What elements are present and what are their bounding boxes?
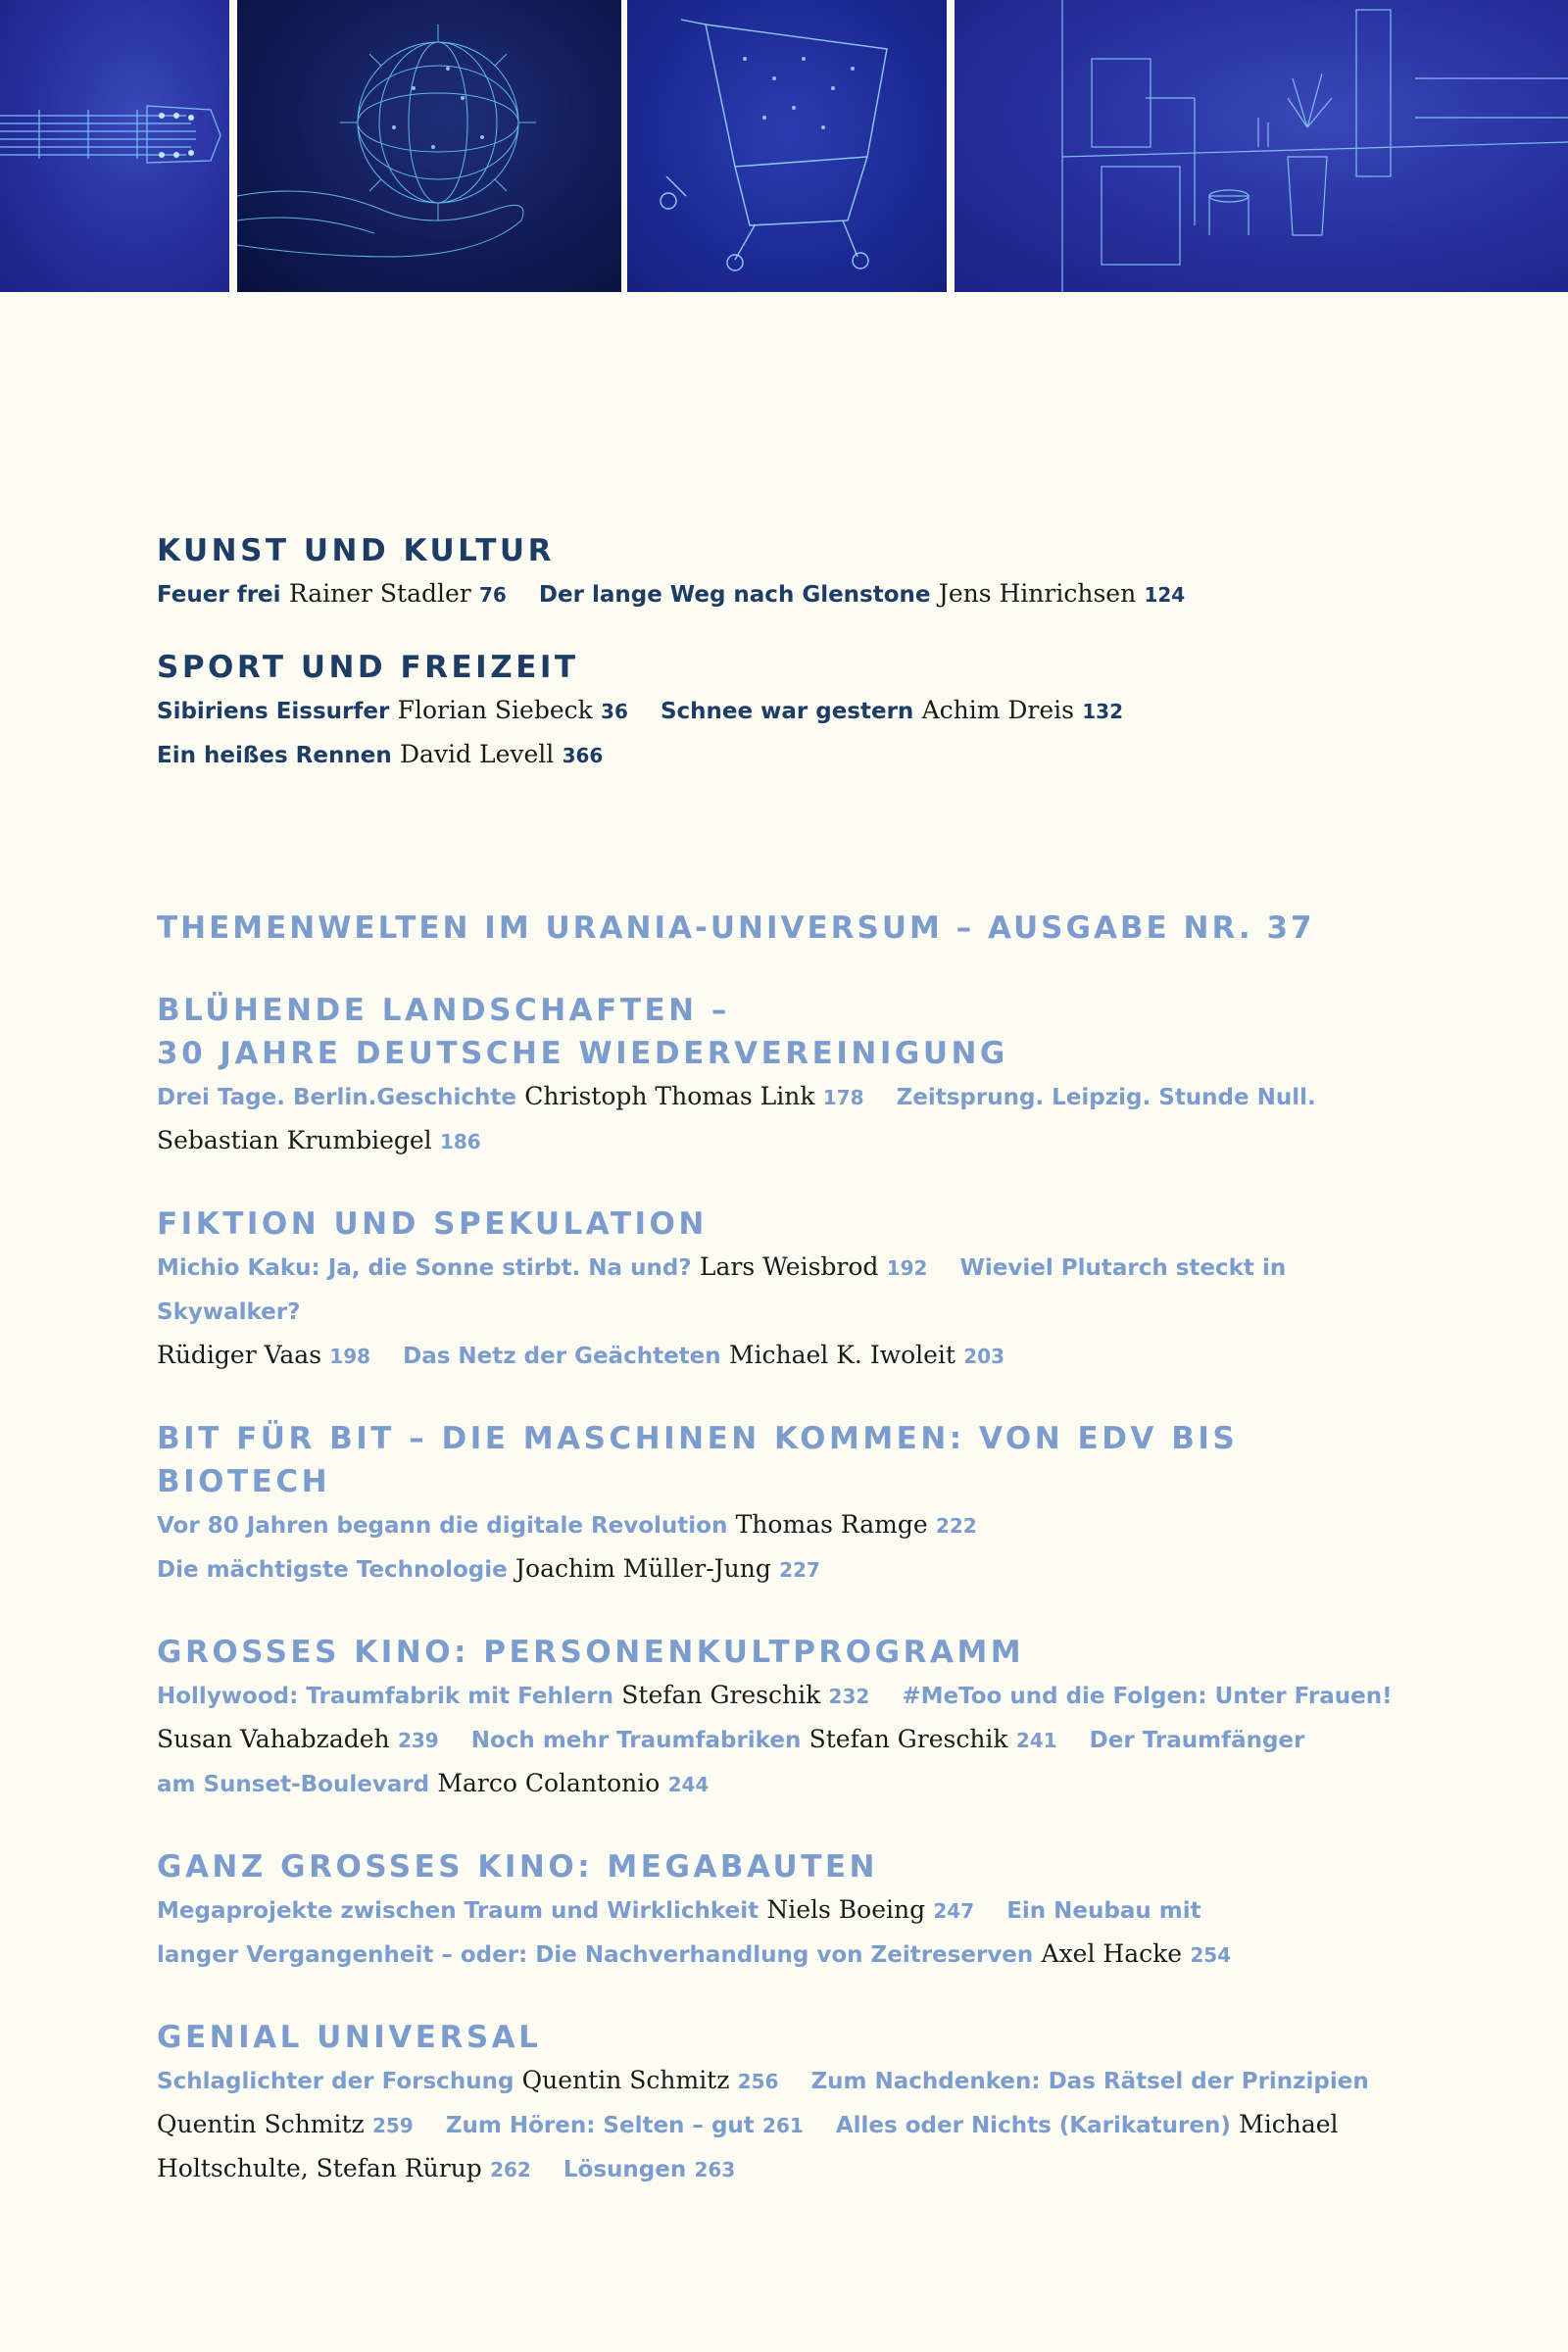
header-banner bbox=[0, 0, 1568, 292]
entry-author: Achim Dreis bbox=[921, 696, 1074, 724]
entry-title[interactable]: Wieviel Plutarch steckt in Skywalker? bbox=[157, 1255, 1287, 1325]
toc-line bbox=[157, 689, 1421, 733]
toc-line bbox=[157, 1762, 1421, 1806]
heading-line: 30 JAHRE DEUTSCHE WIEDERVEREINIGUNG bbox=[157, 1036, 1008, 1071]
entry-title[interactable]: Zeitsprung. Leipzig. Stunde Null. bbox=[896, 1085, 1316, 1110]
entry-author: Joachim Müller-Jung bbox=[515, 1554, 771, 1583]
section-heading: GENIAL UNIVERSAL bbox=[157, 2020, 542, 2055]
entry-author: Lars Weisbrod bbox=[699, 1252, 879, 1281]
entry-author: Michael bbox=[1239, 2110, 1339, 2138]
section-bit-fuer-bit bbox=[157, 1417, 1421, 1592]
entry-title[interactable]: Alles oder Nichts (Karikaturen) bbox=[835, 2113, 1231, 2138]
section-genial-universal bbox=[157, 2016, 1421, 2191]
toc-line bbox=[157, 1075, 1421, 1119]
toc-line bbox=[157, 1119, 1421, 1163]
entry-title[interactable]: Schnee war gestern bbox=[660, 699, 914, 724]
entry-author: Quentin Schmitz bbox=[521, 2066, 730, 2094]
entry-author: Quentin Schmitz bbox=[157, 2110, 365, 2138]
section-grosses-kino bbox=[157, 1631, 1421, 1806]
entry-page: 263 bbox=[694, 2158, 736, 2181]
entry-title[interactable]: am Sunset-Boulevard bbox=[157, 1772, 430, 1797]
toc-line bbox=[157, 1503, 1421, 1547]
table-of-contents bbox=[157, 529, 1421, 2191]
room-interior-illustration bbox=[955, 0, 1568, 292]
toc-line bbox=[157, 2147, 1421, 2191]
entry-author: Rüdiger Vaas bbox=[157, 1341, 322, 1369]
entry-title[interactable]: Noch mehr Traumfabriken bbox=[470, 1728, 802, 1753]
entry-title[interactable]: Das Netz der Geächteten bbox=[403, 1344, 721, 1369]
section-heading: GROSSES KINO: PERSONENKULTPROGRAMM bbox=[157, 1635, 1025, 1670]
section-heading: KUNST UND KULTUR bbox=[157, 533, 555, 568]
entry-page: 254 bbox=[1190, 1943, 1232, 1967]
toc-line bbox=[157, 1888, 1421, 1933]
toc-line bbox=[157, 1674, 1421, 1718]
entry-author: Christoph Thomas Link bbox=[524, 1082, 815, 1110]
entry-page: 239 bbox=[397, 1729, 439, 1752]
shopping-cart-illustration bbox=[627, 0, 947, 292]
toc-line bbox=[157, 1334, 1421, 1378]
entry-title[interactable]: langer Vergangenheit – oder: Die Nachverhandlung von Zeitreserven bbox=[157, 1942, 1034, 1968]
entry-page: 192 bbox=[886, 1256, 928, 1280]
entry-author: Stefan Greschik bbox=[621, 1681, 821, 1709]
section-heading bbox=[157, 989, 1421, 1075]
entry-page: 241 bbox=[1015, 1729, 1057, 1752]
entry-title[interactable]: Megaprojekte zwischen Traum und Wirklichkeit bbox=[157, 1898, 760, 1924]
section-heading: BIT FÜR BIT – DIE MASCHINEN KOMMEN: VON EDV BIS BIOTECH bbox=[157, 1421, 1239, 1499]
section-heading: SPORT UND FREIZEIT bbox=[157, 650, 579, 685]
section-heading: GANZ GROSSES KINO: MEGABAUTEN bbox=[157, 1849, 878, 1885]
entry-page: 261 bbox=[762, 2114, 804, 2137]
entry-title[interactable]: Vor 80 Jahren begann die digitale Revolution bbox=[157, 1513, 728, 1539]
entry-page: 76 bbox=[479, 583, 507, 607]
heading-line: BLÜHENDE LANDSCHAFTEN – bbox=[157, 993, 730, 1028]
section-heading: FIKTION UND SPEKULATION bbox=[157, 1206, 708, 1242]
entry-page: 247 bbox=[933, 1899, 975, 1923]
entry-title[interactable]: Die mächtigste Technologie bbox=[157, 1557, 508, 1583]
toc-line bbox=[157, 1547, 1421, 1592]
entry-author: Susan Vahabzadeh bbox=[157, 1725, 390, 1753]
section-fiktion-und-spekulation bbox=[157, 1202, 1421, 1378]
entry-page: 203 bbox=[963, 1345, 1004, 1368]
entry-author: Holtschulte, Stefan Rürup bbox=[157, 2154, 482, 2182]
section-ganz-grosses-kino bbox=[157, 1845, 1421, 1977]
entry-author: Marco Colantonio bbox=[437, 1769, 661, 1797]
section-bluehende-landschaften bbox=[157, 989, 1421, 1163]
entry-title[interactable]: #MeToo und die Folgen: Unter Frauen! bbox=[902, 1684, 1393, 1709]
entry-title[interactable]: Sibiriens Eissurfer bbox=[157, 699, 390, 724]
entry-author: Stefan Greschik bbox=[808, 1725, 1008, 1753]
entry-title[interactable]: Lösungen bbox=[563, 2157, 687, 2182]
toc-line bbox=[157, 1246, 1421, 1334]
toc-line bbox=[157, 2103, 1421, 2147]
entry-title[interactable]: Michio Kaku: Ja, die Sonne stirbt. Na und? bbox=[157, 1255, 692, 1281]
entry-author: Michael K. Iwoleit bbox=[728, 1341, 956, 1369]
section-kunst-und-kultur bbox=[157, 529, 1421, 616]
entry-author: Niels Boeing bbox=[766, 1895, 926, 1924]
entry-author: David Levell bbox=[399, 740, 555, 768]
entry-page: 366 bbox=[562, 744, 604, 767]
hand-holding-virus-illustration bbox=[237, 0, 621, 292]
entry-page: 259 bbox=[372, 2114, 414, 2137]
entry-page: 36 bbox=[601, 700, 628, 723]
toc-line bbox=[157, 2059, 1421, 2103]
toc-line bbox=[157, 572, 1421, 616]
entry-page: 262 bbox=[490, 2158, 531, 2181]
toc-line bbox=[157, 1718, 1421, 1762]
entry-title[interactable]: Ein heißes Rennen bbox=[157, 743, 392, 768]
entry-title[interactable]: Drei Tage. Berlin.Geschichte bbox=[157, 1085, 516, 1110]
entry-author: Rainer Stadler bbox=[288, 579, 471, 608]
entry-author: Thomas Ramge bbox=[735, 1510, 928, 1539]
entry-author: Jens Hinrichsen bbox=[938, 579, 1137, 608]
toc-line bbox=[157, 733, 1421, 777]
entry-title[interactable]: Hollywood: Traumfabrik mit Fehlern bbox=[157, 1684, 614, 1709]
entry-page: 256 bbox=[737, 2070, 779, 2093]
guitar-neck-illustration bbox=[0, 0, 229, 292]
entry-author: Sebastian Krumbiegel bbox=[157, 1126, 432, 1154]
entry-page: 227 bbox=[779, 1558, 820, 1582]
entry-page: 186 bbox=[439, 1130, 481, 1153]
entry-page: 244 bbox=[667, 1773, 710, 1796]
entry-page: 132 bbox=[1082, 700, 1123, 723]
entry-author: Florian Siebeck bbox=[397, 696, 593, 724]
section-sport-und-freizeit bbox=[157, 646, 1421, 777]
entry-page: 222 bbox=[935, 1514, 977, 1538]
entry-page: 178 bbox=[822, 1086, 864, 1109]
entry-author: Axel Hacke bbox=[1041, 1939, 1183, 1968]
entry-title[interactable]: Zum Nachdenken: Das Rätsel der Prinzipien bbox=[810, 2069, 1369, 2094]
toc-line bbox=[157, 1933, 1421, 1977]
entry-title[interactable]: Schlaglichter der Forschung bbox=[157, 2069, 514, 2094]
entry-title[interactable]: Der Traumfänger bbox=[1089, 1728, 1305, 1753]
themenwelten-heading: THEMENWELTEN IM URANIA-UNIVERSUM – AUSGABE NR. 37 bbox=[157, 910, 1315, 946]
entry-page: 124 bbox=[1144, 583, 1186, 607]
entry-title[interactable]: Ein Neubau mit bbox=[1006, 1898, 1201, 1924]
entry-title[interactable]: Feuer frei bbox=[157, 582, 281, 608]
entry-title[interactable]: Der lange Weg nach Glenstone bbox=[538, 582, 931, 608]
entry-page: 232 bbox=[828, 1685, 870, 1708]
entry-title[interactable]: Zum Hören: Selten – gut bbox=[445, 2113, 755, 2138]
entry-page: 198 bbox=[329, 1345, 371, 1368]
